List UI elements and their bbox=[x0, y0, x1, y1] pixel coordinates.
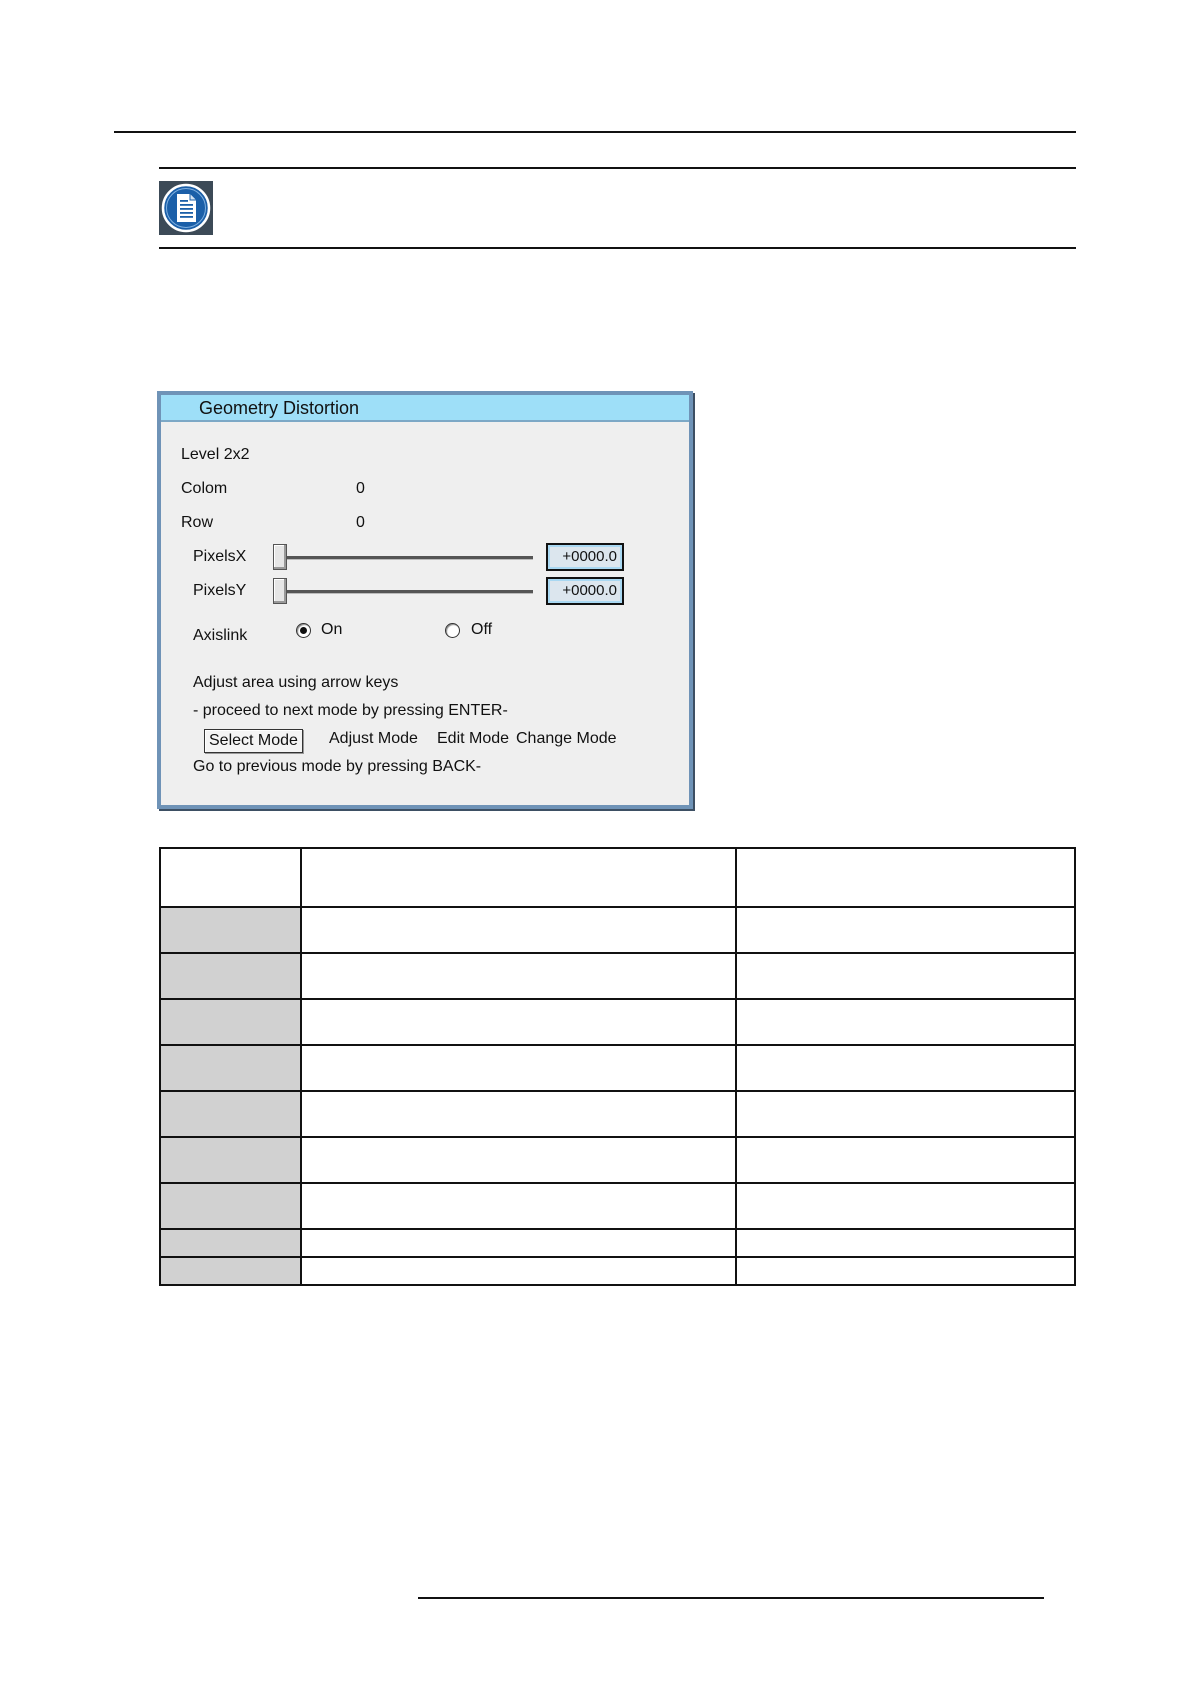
table-cell bbox=[160, 953, 301, 999]
table-cell bbox=[160, 1229, 301, 1257]
table-cell bbox=[736, 953, 1075, 999]
table-cell bbox=[301, 953, 736, 999]
note-rule-top bbox=[159, 167, 1076, 169]
row-value: 0 bbox=[356, 514, 365, 531]
pixels-x-value-field[interactable]: +0000.0 bbox=[546, 543, 624, 571]
pixels-x-slider-handle[interactable] bbox=[273, 544, 287, 570]
axislink-on-radio[interactable] bbox=[296, 623, 311, 638]
axislink-on-label: On bbox=[321, 621, 343, 638]
table-cell bbox=[301, 1183, 736, 1229]
document-note-icon bbox=[159, 181, 213, 235]
adjust-mode-option[interactable]: Adjust Mode bbox=[329, 730, 418, 747]
table-cell bbox=[160, 999, 301, 1045]
table-cell bbox=[301, 1257, 736, 1285]
table-row bbox=[160, 999, 1075, 1045]
table-cell bbox=[736, 1257, 1075, 1285]
edit-mode-option[interactable]: Edit Mode bbox=[437, 730, 510, 747]
pixels-y-slider[interactable] bbox=[279, 590, 533, 594]
table-cell bbox=[301, 1229, 736, 1257]
table-cell bbox=[160, 907, 301, 953]
instruction-adjust: Adjust area using arrow keys bbox=[193, 674, 399, 691]
instruction-enter: - proceed to next mode by pressing ENTER- bbox=[193, 702, 508, 719]
table-row bbox=[160, 907, 1075, 953]
table-header-cell bbox=[160, 848, 301, 907]
table-row bbox=[160, 1183, 1075, 1229]
table-cell bbox=[736, 1183, 1075, 1229]
pixels-y-value-field[interactable]: +0000.0 bbox=[546, 577, 624, 605]
settings-table bbox=[159, 847, 1076, 1286]
table-row bbox=[160, 1137, 1075, 1183]
pixels-y-label: PixelsY bbox=[193, 582, 247, 599]
table-cell bbox=[301, 1045, 736, 1091]
footer-rule bbox=[418, 1597, 1044, 1599]
table-cell bbox=[160, 1257, 301, 1285]
colom-label: Colom bbox=[181, 480, 228, 497]
table-header-cell bbox=[301, 848, 736, 907]
dialog-title: Geometry Distortion bbox=[161, 395, 689, 422]
table-cell bbox=[301, 1137, 736, 1183]
table-header-row bbox=[160, 848, 1075, 907]
pixels-y-slider-handle[interactable] bbox=[273, 578, 287, 604]
note-rule-bottom bbox=[159, 247, 1076, 249]
table-cell bbox=[160, 1091, 301, 1137]
pixels-x-slider[interactable] bbox=[279, 556, 533, 560]
instruction-back: Go to previous mode by pressing BACK- bbox=[193, 758, 482, 775]
change-mode-option[interactable]: Change Mode bbox=[516, 730, 617, 747]
axislink-off-radio[interactable] bbox=[445, 623, 460, 638]
table-row bbox=[160, 1229, 1075, 1257]
table-cell bbox=[301, 1091, 736, 1137]
geometry-distortion-dialog bbox=[157, 391, 693, 809]
table-cell bbox=[736, 1045, 1075, 1091]
table-cell bbox=[160, 1183, 301, 1229]
table-cell bbox=[301, 907, 736, 953]
table-cell bbox=[160, 1045, 301, 1091]
axislink-off-label: Off bbox=[471, 621, 493, 638]
header-rule bbox=[114, 131, 1076, 133]
table-row bbox=[160, 1091, 1075, 1137]
table-cell bbox=[736, 1229, 1075, 1257]
table-cell bbox=[160, 1137, 301, 1183]
level-label: Level 2x2 bbox=[181, 446, 250, 463]
table-cell bbox=[736, 907, 1075, 953]
pixels-x-label: PixelsX bbox=[193, 548, 247, 565]
select-mode-button[interactable]: Select Mode bbox=[204, 729, 303, 753]
table-header-cell bbox=[736, 848, 1075, 907]
axislink-label: Axislink bbox=[193, 627, 248, 644]
table-cell bbox=[736, 1091, 1075, 1137]
table-cell bbox=[736, 1137, 1075, 1183]
row-label: Row bbox=[181, 514, 214, 531]
colom-value: 0 bbox=[356, 480, 365, 497]
table-row bbox=[160, 953, 1075, 999]
table-row bbox=[160, 1045, 1075, 1091]
table-cell bbox=[301, 999, 736, 1045]
table-cell bbox=[736, 999, 1075, 1045]
table-row bbox=[160, 1257, 1075, 1285]
